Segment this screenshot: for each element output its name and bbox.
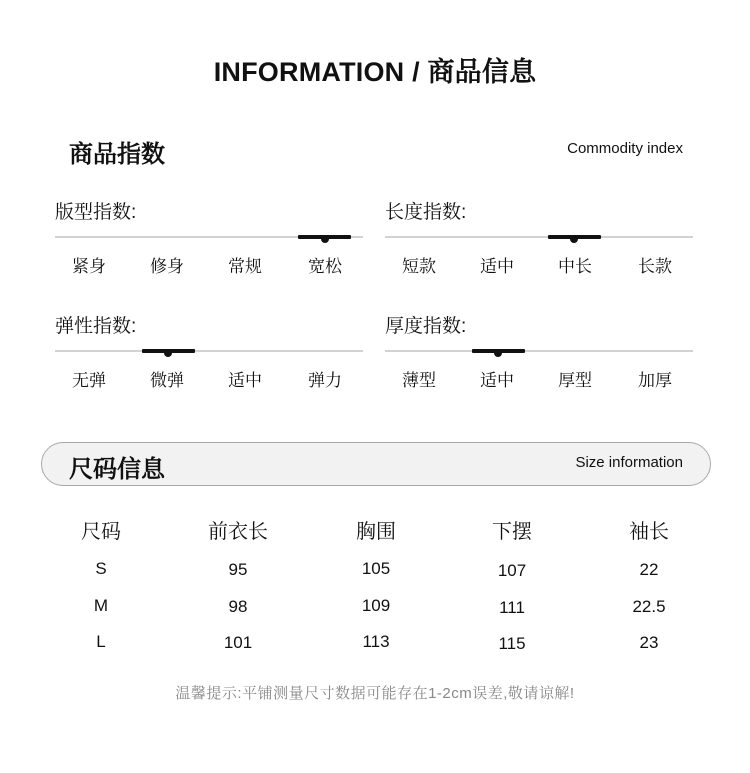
metric-elasticity-label: 弹性指数: bbox=[55, 316, 137, 337]
metric-length-option: 短款 bbox=[402, 257, 436, 276]
size-table-cell: 98 bbox=[228, 597, 248, 616]
size-table-header: 下摆 bbox=[492, 521, 532, 543]
size-table-cell: S bbox=[95, 559, 107, 578]
metric-thickness-option: 薄型 bbox=[402, 371, 436, 390]
size-table-header: 袖长 bbox=[629, 521, 669, 543]
metric-length-dot bbox=[570, 235, 578, 243]
commodity-section-subtitle: Commodity index bbox=[567, 140, 683, 157]
size-table-header: 前衣长 bbox=[208, 521, 268, 543]
size-table-cell: 22.5 bbox=[632, 597, 666, 616]
size-table-cell: 115 bbox=[498, 634, 526, 653]
metric-thickness-label: 厚度指数: bbox=[385, 316, 467, 337]
metric-thickness-option: 适中 bbox=[480, 371, 514, 390]
size-table-cell: 23 bbox=[639, 633, 659, 652]
size-table-cell: M bbox=[93, 596, 109, 615]
metric-length-option: 适中 bbox=[480, 257, 514, 276]
metric-length-option: 中长 bbox=[558, 257, 592, 276]
size-table-header: 尺码 bbox=[81, 521, 121, 543]
metric-elasticity-track bbox=[55, 350, 363, 352]
metric-elasticity-option: 无弹 bbox=[72, 371, 106, 390]
size-table-cell: 111 bbox=[499, 598, 525, 617]
metric-fit-option: 宽松 bbox=[308, 257, 342, 276]
metric-length-option: 长款 bbox=[638, 257, 672, 276]
metric-elasticity-option: 适中 bbox=[228, 371, 262, 390]
metric-length-track bbox=[385, 236, 693, 238]
commodity-section-title: 商品指数 bbox=[69, 141, 165, 168]
size-table-cell: 107 bbox=[497, 561, 527, 580]
size-table-header: 胸围 bbox=[356, 521, 396, 543]
metric-elasticity-dot bbox=[164, 349, 172, 357]
metric-thickness-track bbox=[385, 350, 693, 352]
metric-fit-option: 修身 bbox=[150, 257, 184, 276]
metric-fit-option: 常规 bbox=[228, 257, 262, 276]
size-table-cell: 109 bbox=[361, 596, 391, 615]
size-table-cell: 22 bbox=[639, 560, 659, 579]
page-title: INFORMATION / 商品信息 bbox=[213, 57, 537, 87]
size-table-cell: L bbox=[96, 632, 106, 651]
metric-thickness-option: 加厚 bbox=[638, 371, 672, 390]
size-table-cell: 95 bbox=[228, 560, 248, 579]
metric-elasticity-option: 弹力 bbox=[308, 371, 342, 390]
metric-fit-dot bbox=[321, 235, 329, 243]
metric-fit-label: 版型指数: bbox=[55, 202, 137, 223]
metric-thickness-option: 厚型 bbox=[558, 371, 592, 390]
metric-fit-option: 紧身 bbox=[72, 257, 106, 276]
size-table-cell: 113 bbox=[362, 632, 390, 651]
metric-thickness-dot bbox=[494, 349, 502, 357]
size-section-subtitle: Size information bbox=[575, 454, 683, 471]
size-section-title: 尺码信息 bbox=[69, 456, 165, 483]
size-table-cell: 101 bbox=[223, 633, 253, 652]
size-table-cell: 105 bbox=[361, 559, 391, 578]
metric-length-label: 长度指数: bbox=[385, 202, 467, 223]
metric-elasticity-option: 微弹 bbox=[150, 371, 184, 390]
measurement-note: 温馨提示:平铺测量尺寸数据可能存在1-2cm误差,敬请谅解! bbox=[175, 685, 575, 702]
